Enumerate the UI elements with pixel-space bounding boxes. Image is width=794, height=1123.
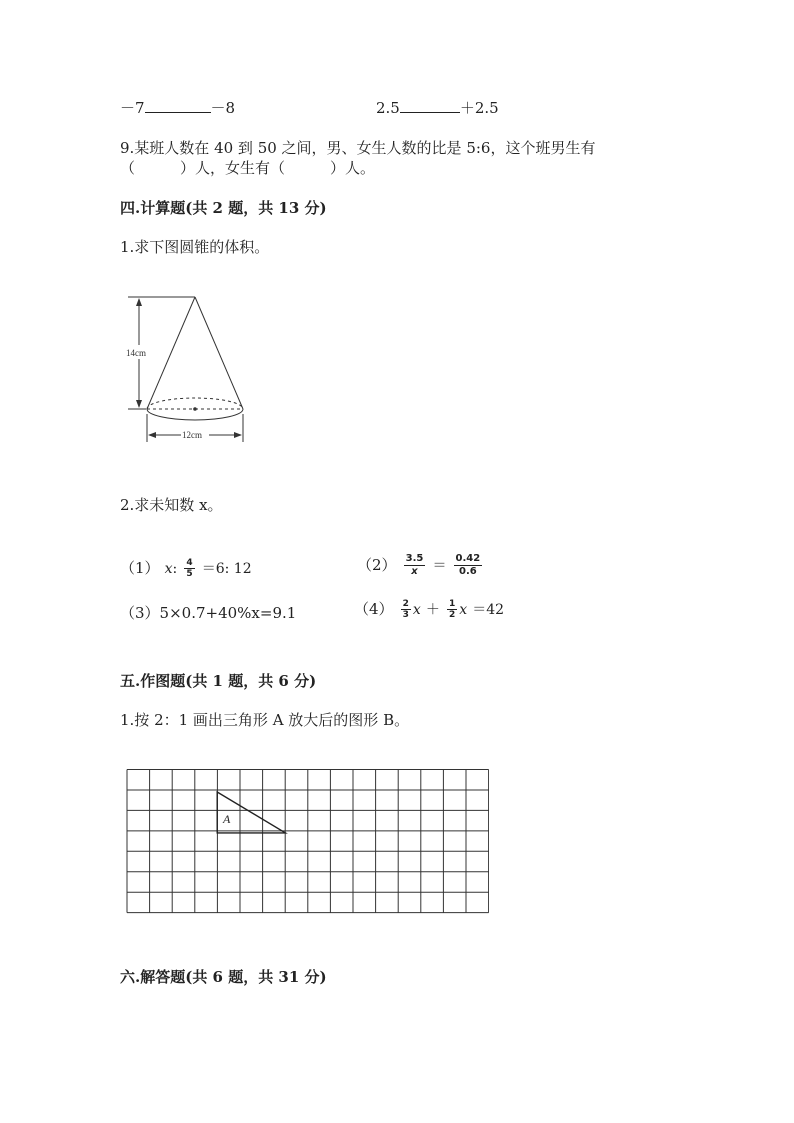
cone-width-label: 12cm: [182, 430, 202, 440]
comparison-left-a: －7: [120, 99, 145, 117]
equation-4-rest: ＝42: [472, 602, 505, 618]
equation-4-den2: 2: [449, 610, 456, 620]
equation-2-fraction-right: [454, 553, 483, 578]
comparison-left-blank[interactable]: [145, 98, 211, 113]
comparison-right-b: ＋2.5: [459, 99, 499, 117]
section4-q1: 1.求下图圆锥的体积。: [120, 238, 270, 256]
section5-title: 五.作图题(共 1 题，共 6 分): [120, 672, 317, 690]
equation-1-x: x: [164, 561, 173, 577]
comparison-right: [376, 97, 499, 118]
cone-figure: [118, 290, 253, 450]
q9-line1: 9.某班人数在 40 到 50 之间，男、女生人数的比是 5:6，这个班男生有: [120, 139, 596, 157]
grid-lines: [127, 770, 489, 913]
equation-4-num2: 1: [449, 599, 456, 609]
cone-center-dot: [193, 407, 197, 411]
comparison-right-blank[interactable]: [400, 98, 460, 113]
equation-4-x2: x: [459, 602, 468, 618]
equation-1-rest: ＝6: 12: [201, 561, 252, 577]
cone-left-edge: [147, 297, 195, 409]
equation-2-den2: 0.6: [459, 566, 477, 577]
cone-height-arrow-down: [136, 400, 142, 408]
equation-4-fraction-1: [401, 599, 411, 620]
q9-line2: （ ）人，女生有（ ）人。: [120, 159, 376, 177]
equation-4-den1: 3: [402, 610, 409, 620]
equation-3-label: （3）: [120, 604, 160, 622]
equation-1-num: 4: [186, 558, 193, 568]
cone-height-arrow-up: [136, 298, 142, 306]
equation-2-equals: ＝: [432, 558, 447, 574]
section5-q1: 1.按 2：1 画出三角形 A 放大后的图形 B。: [120, 711, 410, 729]
cone-width-arrow-left: [148, 432, 156, 438]
equation-3-text: 5×0.7+40%x=9.1: [159, 604, 297, 622]
section6-title: 六.解答题(共 6 题，共 31 分): [120, 968, 327, 986]
comparison-left-b: －8: [210, 99, 236, 117]
cone-right-edge: [195, 297, 243, 409]
equation-4-label: （4）: [354, 600, 394, 618]
equation-1-den: 5: [186, 569, 193, 579]
equation-1-label: （1）: [120, 559, 160, 577]
section4-title: 四.计算题(共 2 题，共 13 分): [120, 199, 327, 217]
equation-2-num2: 0.42: [455, 553, 481, 564]
equation-2: [357, 553, 484, 578]
equation-2-num1: 3.5: [405, 553, 424, 564]
equation-3: [120, 602, 296, 623]
equation-4-plus: ＋: [425, 602, 440, 618]
drawing-grid[interactable]: [126, 768, 489, 921]
equation-4-fraction-2: [447, 599, 457, 620]
equation-4-x1: x: [412, 602, 421, 618]
equation-4-num1: 2: [402, 599, 409, 609]
comparison-left: [120, 97, 235, 118]
equation-2-fraction-left: [404, 553, 426, 578]
equation-1: [120, 557, 252, 579]
equation-1-fraction: [184, 558, 194, 579]
comparison-right-a: 2.5: [376, 99, 400, 117]
section4-q2: 2.求未知数 x。: [120, 496, 223, 514]
equation-4: [354, 598, 504, 620]
cone-height-label: 14cm: [126, 348, 146, 358]
cone-width-arrow-right: [234, 432, 242, 438]
equation-2-den1: x: [411, 566, 418, 577]
equation-2-label: （2）: [357, 556, 397, 574]
equation-1-colon: :: [172, 561, 178, 577]
triangle-a-label: A: [223, 812, 231, 826]
